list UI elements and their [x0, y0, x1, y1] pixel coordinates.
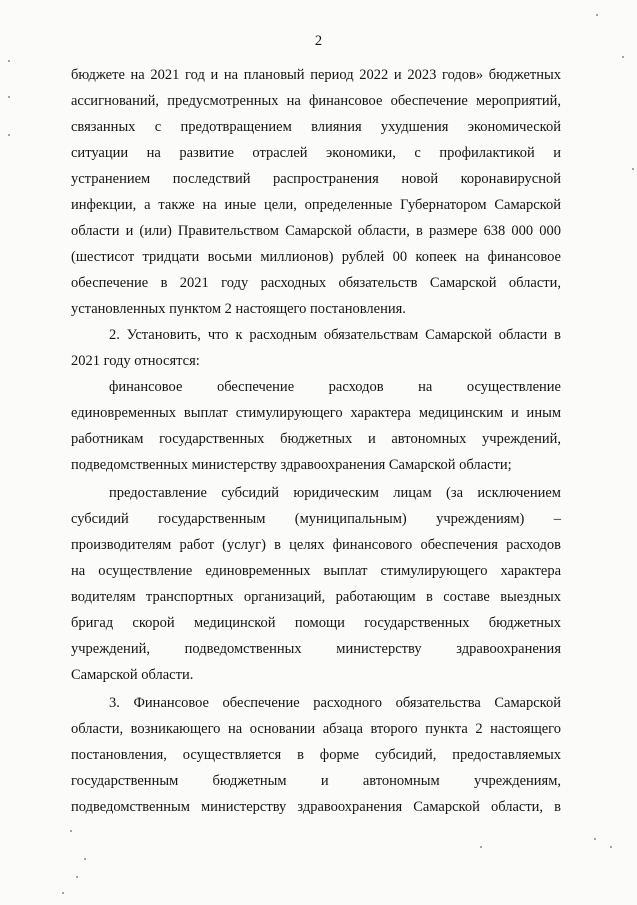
text-line: подведомственным министерству здравоохранения Самарской области, в — [71, 799, 561, 815]
text-line: установленных пунктом 2 настоящего постановления. — [71, 301, 406, 317]
text-line: ситуации на развитие отраслей экономики, с профилактикой и — [71, 145, 561, 161]
text-line: государственным бюджетным и автономным учреждениям, — [71, 773, 561, 789]
scan-speck — [70, 830, 72, 832]
scan-speck — [594, 838, 596, 840]
text-line: обеспечение в 2021 году расходных обязательств Самарской области, — [71, 275, 561, 291]
text-line: инфекции, а также на иные цели, определенные Губернатором Самарской — [71, 197, 561, 213]
text-line: субсидий государственным (муниципальным) учреждениям) – — [71, 511, 561, 527]
text-line: 2. Установить, что к расходным обязательствам Самарской области в — [109, 327, 561, 343]
text-line: (шестисот тридцати восьми миллионов) рублей 00 копеек на финансовое — [71, 249, 561, 265]
text-line: производителям работ (услуг) в целях финансового обеспечения расходов — [71, 537, 561, 553]
text-line: работникам государственных бюджетных и автономных учреждений, — [71, 431, 561, 447]
text-line: предоставление субсидий юридическим лицам (за исключением — [109, 485, 561, 501]
text-line: ассигнований, предусмотренных на финансовое обеспечение мероприятий, — [71, 93, 561, 109]
text-line: области и (или) Правительством Самарской области, в размере 638 000 000 — [71, 223, 561, 239]
scan-speck — [610, 846, 612, 848]
text-line: учреждений, подведомственных министерству здравоохранения — [71, 641, 561, 657]
scan-speck — [596, 14, 598, 16]
text-line: подведомственных министерству здравоохранения Самарской области; — [71, 457, 512, 473]
text-line: 2021 году относятся: — [71, 353, 200, 369]
text-line: финансовое обеспечение расходов на осуществление — [109, 379, 561, 395]
text-line: бригад скорой медицинской помощи государственных бюджетных — [71, 615, 561, 631]
text-line: 3. Финансовое обеспечение расходного обязательства Самарской — [109, 695, 561, 711]
scan-speck — [8, 96, 10, 98]
text-line: на осуществление единовременных выплат стимулирующего характера — [71, 563, 561, 579]
text-line: бюджете на 2021 год и на плановый период 2022 и 2023 годов» бюджетных — [71, 67, 561, 83]
text-line: связанных с предотвращением влияния ухудшения экономической — [71, 119, 561, 135]
scan-speck — [8, 134, 10, 136]
text-line: единовременных выплат стимулирующего характера медицинским и иным — [71, 405, 561, 421]
scan-speck — [8, 60, 10, 62]
scan-speck — [76, 876, 78, 878]
scan-speck — [632, 168, 634, 170]
scan-speck — [62, 892, 64, 894]
text-line: области, возникающего на основании абзаца второго пункта 2 настоящего — [71, 721, 561, 737]
text-line: устранением последствий распространения новой коронавирусной — [71, 171, 561, 187]
scan-speck — [84, 858, 86, 860]
text-line: постановления, осуществляется в форме субсидий, предоставляемых — [71, 747, 561, 763]
scan-speck — [480, 846, 482, 848]
text-line: Самарской области. — [71, 667, 194, 683]
text-line: водителям транспортных организаций, работающим в составе выездных — [71, 589, 561, 605]
page-number: 2 — [314, 33, 323, 49]
scan-speck — [622, 56, 624, 58]
